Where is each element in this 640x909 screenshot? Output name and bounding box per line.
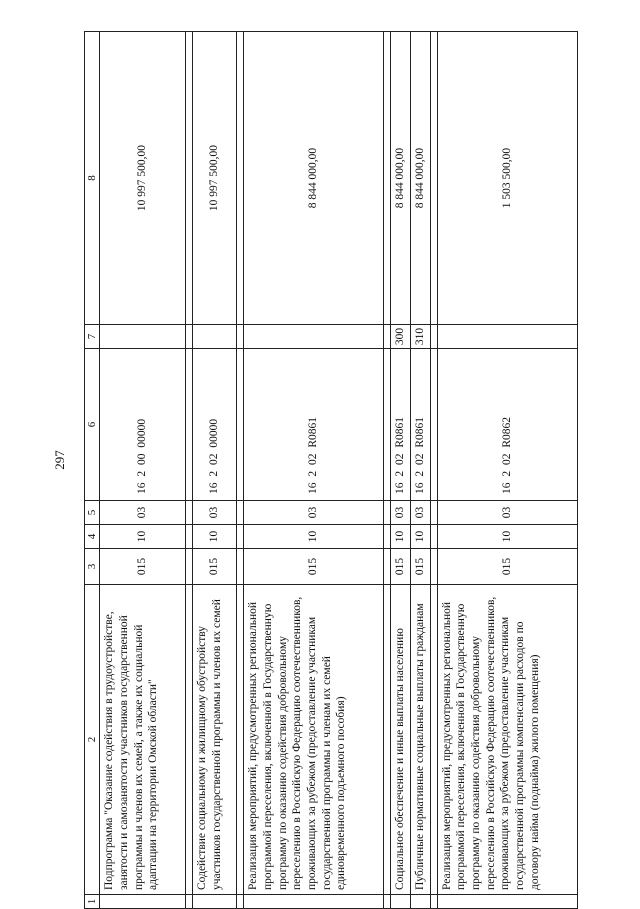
code-part: 2: [394, 470, 407, 477]
column-header: 4: [85, 525, 100, 549]
column-header: 1: [85, 895, 100, 909]
expense-type-code: 300: [391, 325, 411, 349]
expense-type-code: [244, 325, 384, 349]
table-row: [391, 32, 411, 909]
expense-type-code: [437, 325, 577, 349]
admin-code: 015: [100, 549, 186, 585]
code-part: R0861: [413, 416, 426, 448]
subsection-code: 03: [193, 501, 237, 525]
code-part: R0862: [500, 416, 513, 448]
code-part: 00: [136, 453, 149, 465]
code-part: 16: [394, 482, 407, 494]
table-row: [193, 32, 237, 909]
subsection-code: 03: [100, 501, 186, 525]
spacer-row: [384, 32, 391, 909]
subsection-code: 03: [410, 501, 430, 525]
spacer-row: [237, 32, 244, 909]
column-header: 6: [85, 349, 100, 501]
row-number-cell: [100, 895, 186, 909]
amount: 10 997 500,00: [100, 32, 186, 325]
page-number: 297: [52, 450, 67, 470]
admin-code: 015: [437, 549, 577, 585]
column-header: 5: [85, 501, 100, 525]
code-part: 02: [208, 453, 221, 465]
column-header: 2: [85, 585, 100, 895]
expense-type-code: [100, 325, 186, 349]
row-number-cell: [244, 895, 384, 909]
admin-code: 015: [244, 549, 384, 585]
row-number-cell: [193, 895, 237, 909]
target-article-code: [193, 349, 237, 501]
row-name: Реализация мероприятий, предусмотренных региональной программой переселения, включенной в Государственную программу по оказанию содействия добровольному переселению в Российскую Федерацию соотечественников, проживающих за рубежом (предоставление участникам государственной программы компенсации расходов по договору найма (поднайма) жилого помещения): [437, 585, 577, 895]
expense-type-code: 310: [410, 325, 430, 349]
target-article-code: [244, 349, 384, 501]
code-part: 16: [500, 482, 513, 494]
column-header: 8: [85, 32, 100, 325]
amount: 8 844 000,00: [391, 32, 411, 325]
target-article-code: [391, 349, 411, 501]
admin-code: 015: [410, 549, 430, 585]
code-part: 2: [307, 470, 320, 477]
section-code: 10: [100, 525, 186, 549]
code-part: 2: [413, 470, 426, 477]
section-code: 10: [437, 525, 577, 549]
code-part: 2: [500, 470, 513, 477]
spacer-row: [430, 32, 437, 909]
row-name: Социальное обеспечение и иные выплаты населению: [391, 585, 411, 895]
code-part: 02: [413, 453, 426, 465]
column-header: 7: [85, 325, 100, 349]
code-part: R0861: [394, 416, 407, 448]
expense-type-code: [193, 325, 237, 349]
section-code: 10: [193, 525, 237, 549]
section-code: 10: [244, 525, 384, 549]
subsection-code: 03: [437, 501, 577, 525]
code-part: 16: [413, 482, 426, 494]
row-name: Публичные нормативные социальные выплаты гражданам: [410, 585, 430, 895]
code-part: 16: [307, 482, 320, 494]
amount: 1 503 500,00: [437, 32, 577, 325]
code-part: 2: [208, 470, 221, 477]
row-number-cell: [437, 895, 577, 909]
spacer-row: [186, 32, 193, 909]
code-part: 00000: [136, 418, 149, 448]
column-header: 3: [85, 549, 100, 585]
subsection-code: 03: [244, 501, 384, 525]
row-number-cell: [391, 895, 411, 909]
section-code: 10: [391, 525, 411, 549]
code-part: R0861: [307, 416, 320, 448]
admin-code: 015: [391, 549, 411, 585]
target-article-code: [100, 349, 186, 501]
subsection-code: 03: [391, 501, 411, 525]
code-part: 02: [307, 453, 320, 465]
row-name: Содействие социальному и жилищному обустройству участников государственной программы и членов их семей: [193, 585, 237, 895]
table-row: [100, 32, 186, 909]
amount: 10 997 500,00: [193, 32, 237, 325]
budget-table-container: [84, 32, 554, 909]
row-name: Подпрограмма "Оказание содействия в трудоустройстве, занятости и самозанятости участников государственной программы и членов их семей, а также их социальной адаптации на территории Омской области": [100, 585, 186, 895]
section-code: 10: [410, 525, 430, 549]
code-part: 02: [394, 453, 407, 465]
code-part: 16: [136, 482, 149, 494]
target-article-code: [437, 349, 577, 501]
admin-code: 015: [193, 549, 237, 585]
code-part: 16: [208, 482, 221, 494]
code-part: 00000: [208, 418, 221, 448]
table-row: [244, 32, 384, 909]
budget-table: [84, 31, 578, 909]
column-number-row: [85, 32, 100, 909]
target-article-code: [410, 349, 430, 501]
table-row: [437, 32, 577, 909]
row-number-cell: [410, 895, 430, 909]
table-row: [410, 32, 430, 909]
row-name: Реализация мероприятий, предусмотренных региональной программой переселения, включенной в Государственную программу по оказанию содействия добровольному переселению в Российскую Федерацию соотечественников, проживающих за рубежом (предоставление участникам государственной программы и членам их семей единовременного подъемного пособия): [244, 585, 384, 895]
amount: 8 844 000,00: [410, 32, 430, 325]
amount: 8 844 000,00: [244, 32, 384, 325]
code-part: 2: [136, 470, 149, 477]
code-part: 02: [500, 453, 513, 465]
